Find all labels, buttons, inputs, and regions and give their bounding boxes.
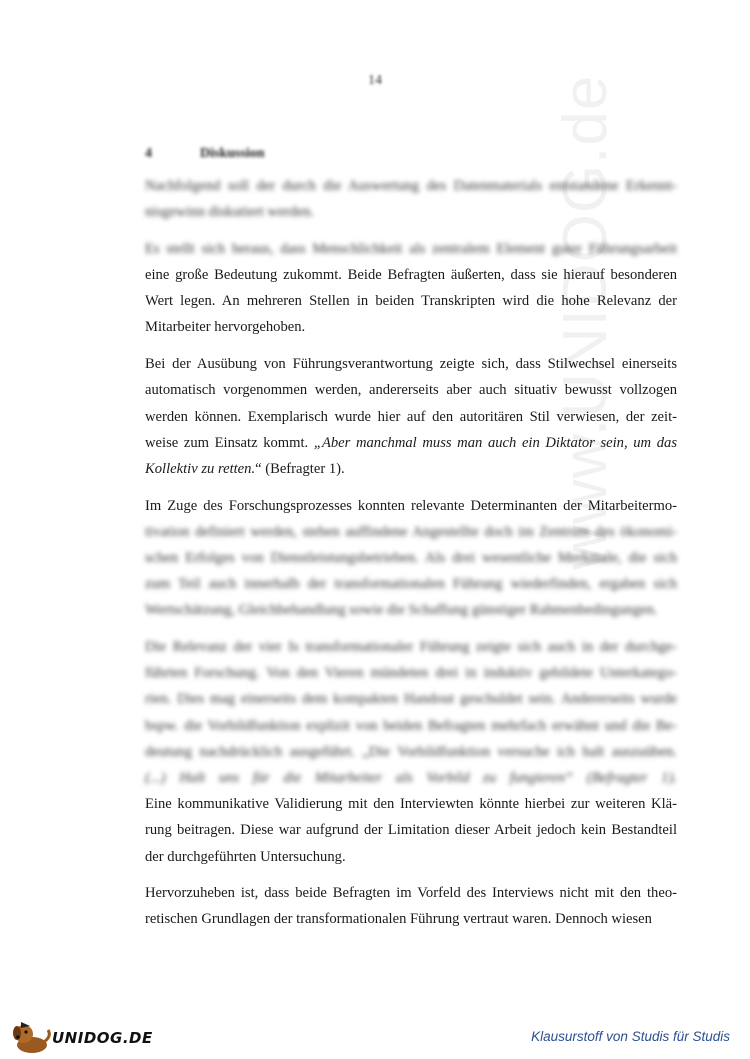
text-line bbox=[145, 660, 677, 686]
section-number: 4 bbox=[145, 146, 152, 161]
text-line bbox=[145, 519, 677, 545]
watermark: www.UNIDOG.de bbox=[551, 74, 620, 570]
line-text: Die Relevanz der vier Is transformationaler Führung zeigte sich auch in der durchge- bbox=[145, 639, 677, 655]
line-text: führten Forschung. Von den Vieren mündeten drei in induktiv gebildete Unterkatego- bbox=[145, 665, 677, 682]
text-line bbox=[145, 173, 677, 199]
line-text: Bei der Ausübung von Führungsverantwortung zeigte sich, dass Stilwechsel einerseits bbox=[145, 356, 677, 373]
line-text: Hervorzuheben ist, dass beide Befragten im Vorfeld des Interviews nicht mit den theo- bbox=[145, 885, 677, 902]
paragraph bbox=[145, 173, 677, 225]
text-line bbox=[145, 597, 677, 623]
text-line bbox=[145, 288, 677, 314]
unidog-logo-icon bbox=[8, 1020, 56, 1056]
line-text: schen Erfolges von Dienstleistungsbetrieben. Als drei wesentliche Merkmale, die sich bbox=[145, 549, 677, 566]
text-line bbox=[145, 430, 677, 456]
line-text: Wertschätzung, Gleichbehandlung sowie die Schaffung günstiger Rahmenbedingungen. bbox=[145, 602, 658, 619]
line-text: nisgewinn diskutiert werden. bbox=[145, 204, 315, 221]
paragraph bbox=[145, 634, 677, 870]
section-title: Diskussion bbox=[200, 146, 265, 161]
text-line bbox=[145, 765, 677, 791]
line-text: tivation definiert werden, stehen auffindene Angestellte doch im Zentrum des ökonomi- bbox=[145, 523, 677, 540]
line-text: weise zum Einsatz kommt. bbox=[145, 434, 314, 451]
text-line bbox=[145, 456, 677, 482]
unidog-logo[interactable] bbox=[8, 1020, 153, 1056]
text-line bbox=[145, 545, 677, 571]
body-text bbox=[145, 173, 677, 933]
text-line bbox=[145, 404, 677, 430]
line-text: deutung nachdrücklich ausgeführt. „Die Vorbildfunktion versuche ich halt auszuüben. bbox=[145, 743, 677, 760]
text-line bbox=[145, 351, 677, 377]
line-text: rien. Dies mag einerseits dem kompakten Handout geschuldet sein. Andererseits wurde bbox=[145, 691, 677, 708]
text-line bbox=[145, 199, 677, 225]
paragraph bbox=[145, 236, 677, 341]
text-line bbox=[145, 880, 677, 906]
text-line bbox=[145, 844, 677, 870]
paragraph bbox=[145, 880, 677, 932]
section-heading bbox=[145, 146, 265, 162]
line-text: Wert legen. An mehreren Stellen in beiden Transkripten wird die hohe Relevanz der bbox=[145, 293, 677, 310]
line-text-after: “ (Befragter 1). bbox=[255, 460, 345, 477]
line-text: Mitarbeiter hervorgehoben. bbox=[145, 319, 306, 336]
footer-slogan: Klausurstoff von Studis für Studis bbox=[531, 1029, 730, 1044]
line-text: (...) Halt uns für die Mitarbeiter als Vorbild zu fungieren“ (Befragter 1). bbox=[145, 769, 677, 786]
text-line bbox=[145, 377, 677, 403]
line-text: Eine kommunikative Validierung mit den Interviewten könnte hierbei zur weiteren Klä- bbox=[145, 796, 677, 813]
line-text: rung beitragen. Diese war aufgrund der Limitation dieser Arbeit jedoch kein Bestandteil bbox=[145, 822, 677, 839]
text-line bbox=[145, 236, 677, 262]
line-text: zum Teil auch innerhalb der transformationalen Führung wiederfinden, ergaben sich bbox=[145, 576, 677, 593]
line-text: Nachfolgend soll der durch die Auswertung des Datenmaterials entstandene Erkennt- bbox=[145, 178, 677, 194]
line-text: Im Zuge des Forschungsprozesses konnten relevante Determinanten der Mitarbeitermo- bbox=[145, 497, 677, 514]
text-line bbox=[145, 634, 677, 660]
page-number: 14 bbox=[368, 73, 382, 88]
text-line bbox=[145, 791, 677, 817]
line-quote: „Aber manchmal muss man auch ein Diktator sein, um das bbox=[313, 434, 677, 451]
line-quote: Kollektiv zu retten. bbox=[145, 460, 256, 477]
text-line bbox=[145, 817, 677, 843]
paragraph bbox=[145, 493, 677, 624]
line-text: bspw. die Vorbildfunktion explizit von beiden Befragten mehrfach erwähnt und die Be- bbox=[145, 717, 677, 734]
text-line bbox=[145, 739, 677, 765]
text-line bbox=[145, 906, 677, 932]
paragraph bbox=[145, 351, 677, 482]
line-text: Es stellt sich heraus, dass Menschlichkeit als zentralem Element guter Führungsarbeit bbox=[145, 240, 677, 257]
text-line bbox=[145, 493, 677, 519]
line-text: werden können. Exemplarisch wurde hier auf den autoritären Stil verwiesen, der zeit- bbox=[145, 408, 677, 425]
line-text: eine große Bedeutung zukommt. Beide Befragten äußerten, dass sie hierauf besonderen bbox=[145, 267, 677, 284]
text-line bbox=[145, 713, 677, 739]
text-line bbox=[145, 571, 677, 597]
line-text: retischen Grundlagen der transformationalen Führung vertraut waren. Dennoch wiesen bbox=[145, 911, 652, 928]
text-line bbox=[145, 262, 677, 288]
logo-text: UNIDOG.DE bbox=[52, 1029, 153, 1047]
text-line bbox=[145, 686, 677, 712]
text-line bbox=[145, 314, 677, 340]
line-text: automatisch vorgenommen werden, andererseits aber auch situativ bewusst vollzogen bbox=[145, 382, 677, 399]
line-text: der durchgeführten Untersuchung. bbox=[145, 848, 346, 865]
